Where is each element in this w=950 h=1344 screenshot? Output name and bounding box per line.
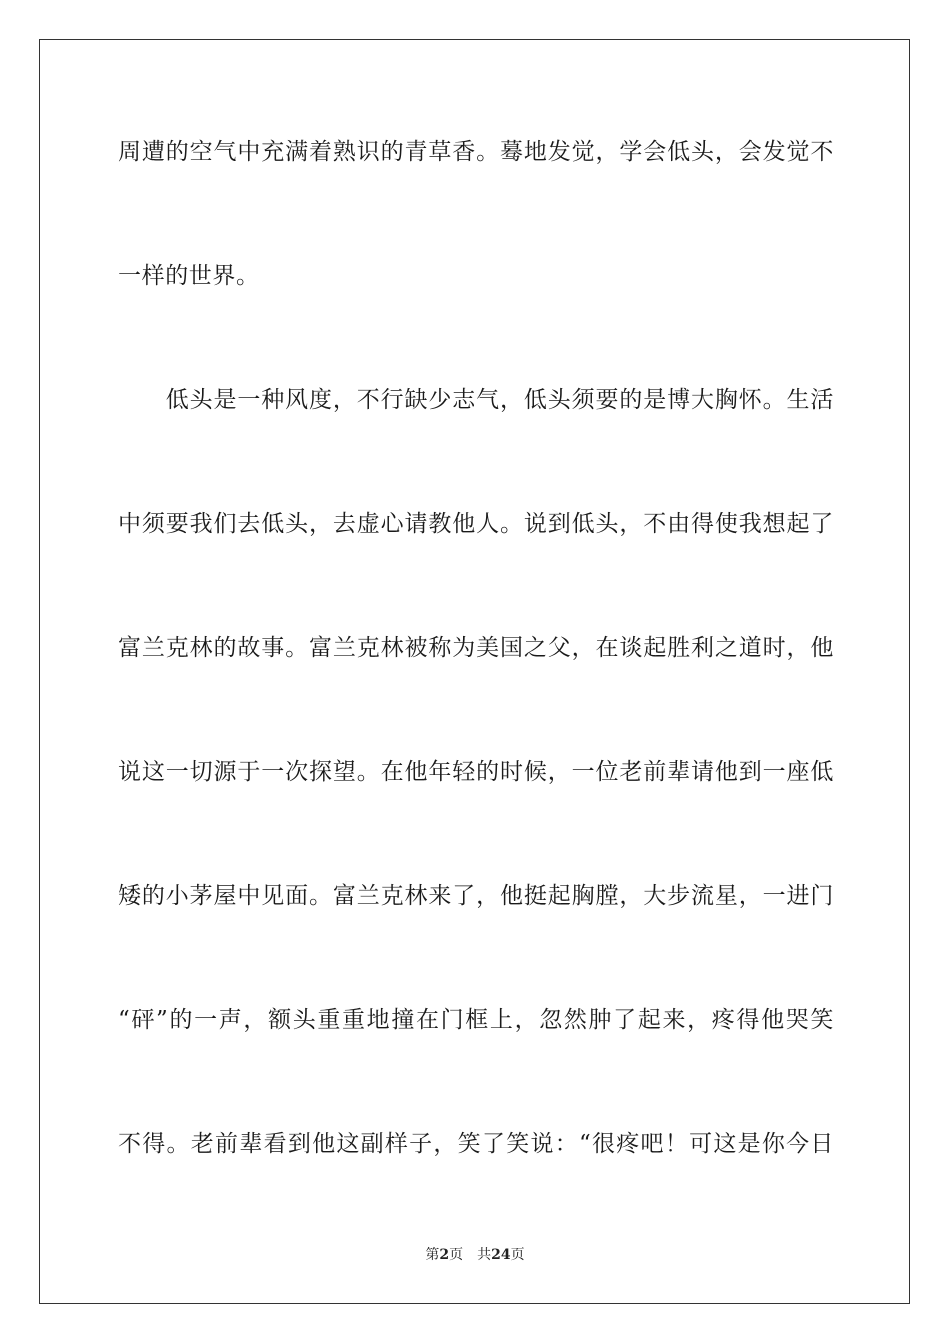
- text-line-1: 周遭的空气中充满着熟识的青草香。蓦地发觉，学会低头，会发觉不: [118, 139, 834, 165]
- text-line-5: 富兰克林的故事。富兰克林被称为美国之父，在谈起胜利之道时，他: [118, 635, 834, 661]
- total-pages: 24: [491, 1247, 511, 1263]
- text-line-7: 矮的小茅屋中见面。富兰克林来了，他挺起胸膛，大步流星，一进门: [118, 883, 834, 909]
- page-suffix: 页: [449, 1247, 464, 1263]
- text-line-6: 说这一切源于一次探望。在他年轻的时候，一位老前辈请他到一座低: [118, 759, 834, 785]
- text-line-9: 不得。老前辈看到他这副样子，笑了笑说：“很疼吧！可这是你今日: [118, 1131, 834, 1157]
- text-line-3: 低头是一种风度，不行缺少志气，低头须要的是博大胸怀。生活: [118, 387, 834, 413]
- text-line-8: “砰”的一声，额头重重地撞在门框上，忽然肿了起来，疼得他哭笑: [118, 1007, 834, 1033]
- page-border: [39, 39, 910, 1304]
- total-suffix: 页: [510, 1247, 525, 1263]
- page-number: 2: [439, 1247, 450, 1263]
- page-prefix: 第: [425, 1247, 440, 1263]
- text-line-2: 一样的世界。: [118, 263, 260, 289]
- page-footer: [0, 1246, 950, 1264]
- total-prefix: 共: [477, 1247, 492, 1263]
- text-line-4: 中须要我们去低头，去虚心请教他人。说到低头，不由得使我想起了: [118, 511, 834, 537]
